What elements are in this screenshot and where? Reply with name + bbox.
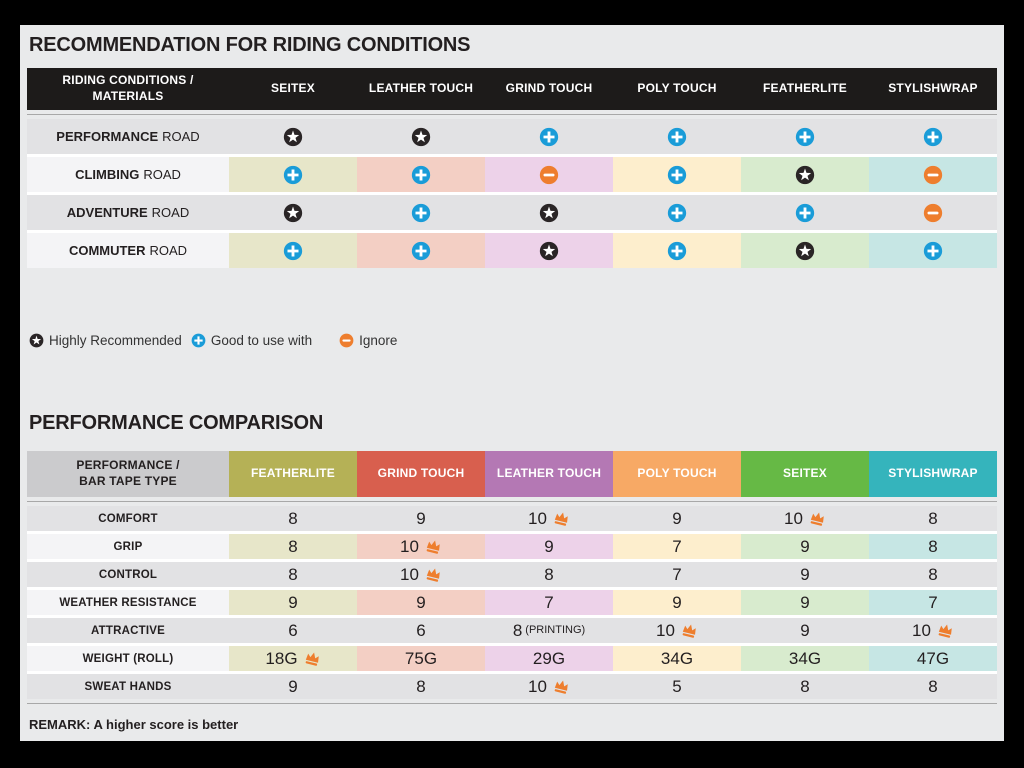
score-value: 8 (544, 564, 554, 584)
rec-cell-star (741, 233, 869, 268)
score-value: 9 (672, 508, 682, 528)
performance-title: PERFORMANCE COMPARISON (29, 412, 324, 434)
score-value: 8 (928, 564, 938, 584)
perf-row-label: CONTROL (27, 562, 229, 587)
header-divider (27, 114, 997, 115)
perf-cell (485, 534, 613, 559)
rec-cell-plus (485, 119, 613, 154)
plus-icon (539, 127, 559, 147)
perf-cell (229, 534, 357, 559)
rec-cell-plus (613, 195, 741, 230)
perf-header-col-4: POLY TOUCH (613, 451, 741, 497)
score-value: 9 (288, 592, 298, 612)
perf-cell (357, 646, 485, 671)
performance-table (27, 506, 997, 699)
perf-cell (869, 618, 997, 643)
score-value: 8 (288, 508, 298, 528)
perf-cell (741, 506, 869, 531)
row-label-strong: ADVENTURE (66, 205, 148, 220)
rec-row-label (27, 195, 229, 230)
perf-cell (485, 590, 613, 615)
plus-icon (667, 203, 687, 223)
score-value: 7 (672, 564, 682, 584)
score-value: 8 (288, 536, 298, 556)
star-icon (283, 203, 303, 223)
score-value: 5 (672, 676, 682, 696)
perf-row-label: WEIGHT (ROLL) (27, 646, 229, 671)
rec-cell-star (485, 195, 613, 230)
recommendation-title: RECOMMENDATION FOR RIDING CONDITIONS (29, 34, 471, 56)
perf-cell (869, 590, 997, 615)
plus-icon (795, 127, 815, 147)
row-label-strong: PERFORMANCE (56, 129, 159, 144)
perf-cell (613, 534, 741, 559)
score-value: 8 (928, 508, 938, 528)
perf-cell (229, 506, 357, 531)
rec-cell-plus (229, 157, 357, 192)
rec-header-col-5: FEATHERLITE (741, 68, 869, 110)
perf-cell (485, 646, 613, 671)
rec-header-col-2: LEATHER TOUCH (357, 68, 485, 110)
perf-cell (869, 506, 997, 531)
perf-cell (229, 562, 357, 587)
score-value: 9 (416, 508, 426, 528)
perf-cell (357, 590, 485, 615)
perf-header-col-3: LEATHER TOUCH (485, 451, 613, 497)
perf-cell (741, 674, 869, 699)
rec-header-col-1: SEITEX (229, 68, 357, 110)
minus-icon (339, 333, 354, 348)
rec-cell-minus (869, 157, 997, 192)
score-value: 9 (800, 536, 810, 556)
crown-icon (425, 539, 442, 554)
plus-icon (667, 165, 687, 185)
rec-cell-minus (485, 157, 613, 192)
legend-label: Good to use with (210, 333, 313, 348)
score-value: 47G (916, 648, 950, 668)
row-label-rest: ROAD (143, 167, 181, 182)
plus-icon (667, 241, 687, 261)
score-value: 9 (800, 564, 810, 584)
score-value: 34G (788, 648, 822, 668)
rec-header-label: RIDING CONDITIONS / MATERIALS (27, 68, 229, 110)
score-value: 9 (672, 592, 682, 612)
rec-cell-star (741, 157, 869, 192)
perf-row-label: SWEAT HANDS (27, 674, 229, 699)
perf-cell (229, 618, 357, 643)
score-value: 18G (265, 648, 298, 668)
rec-header-col-4: POLY TOUCH (613, 68, 741, 110)
crown-icon (937, 623, 954, 638)
perf-cell (613, 618, 741, 643)
recommendation-table-header (27, 68, 997, 110)
perf-header-col-2: GRIND TOUCH (357, 451, 485, 497)
perf-row-label: GRIP (27, 534, 229, 559)
score-value: 10 (528, 676, 547, 696)
score-value: 9 (416, 592, 426, 612)
perf-row-label: WEATHER RESISTANCE (27, 590, 229, 615)
crown-icon (425, 567, 442, 582)
score-value: 10 (400, 536, 419, 556)
score-value: 8 (416, 676, 426, 696)
perf-cell (357, 506, 485, 531)
perf-cell (485, 562, 613, 587)
perf-row-label: ATTRACTIVE (27, 618, 229, 643)
crown-icon (553, 679, 570, 694)
score-value: 8 (928, 676, 938, 696)
perf-cell (613, 562, 741, 587)
perf-cell (485, 506, 613, 531)
legend-item-minus (339, 333, 397, 348)
row-label-rest: ROAD (162, 129, 200, 144)
perf-header-col-1: FEATHERLITE (229, 451, 357, 497)
legend-item-plus (191, 333, 312, 348)
perf-cell (357, 618, 485, 643)
perf-cell (229, 646, 357, 671)
rec-cell-star (229, 195, 357, 230)
row-label-rest: ROAD (151, 205, 190, 220)
rec-cell-plus (869, 119, 997, 154)
performance-table-header (27, 451, 997, 497)
perf-cell (229, 674, 357, 699)
legend-item-star (29, 333, 182, 348)
row-label-strong: CLIMBING (75, 167, 140, 182)
plus-icon (283, 165, 303, 185)
plus-icon (411, 241, 431, 261)
perf-cell (869, 562, 997, 587)
score-value: 10 (528, 508, 547, 528)
perf-cell (741, 534, 869, 559)
rec-cell-plus (741, 119, 869, 154)
perf-cell (357, 674, 485, 699)
rec-cell-plus (613, 233, 741, 268)
rec-header-col-3: GRIND TOUCH (485, 68, 613, 110)
perf-cell (229, 590, 357, 615)
legend-label: Highly Recommended (49, 333, 182, 348)
rec-cell-plus (869, 233, 997, 268)
minus-icon (923, 203, 943, 223)
rec-cell-minus (869, 195, 997, 230)
perf-cell (741, 590, 869, 615)
star-icon (411, 127, 431, 147)
rec-cell-plus (741, 195, 869, 230)
perf-cell (613, 590, 741, 615)
score-value: 6 (288, 620, 298, 640)
plus-icon (191, 333, 206, 348)
perf-row-label: COMFORT (27, 506, 229, 531)
perf-cell (741, 618, 869, 643)
perf-header-label: PERFORMANCE / BAR TAPE TYPE (27, 451, 229, 497)
minus-icon (923, 165, 943, 185)
score-value: 7 (544, 592, 554, 612)
perf-cell (357, 534, 485, 559)
header-divider (27, 501, 997, 502)
perf-cell (741, 646, 869, 671)
score-value: 9 (800, 620, 810, 640)
rec-row-label (27, 157, 229, 192)
star-icon (283, 127, 303, 147)
perf-cell (741, 562, 869, 587)
score-value: 7 (672, 536, 682, 556)
plus-icon (923, 241, 943, 261)
score-value: 8 (512, 620, 523, 640)
perf-cell (613, 646, 741, 671)
crown-icon (681, 623, 698, 638)
score-value: 29G (532, 648, 566, 668)
infographic-page (20, 25, 1004, 741)
perf-cell (613, 506, 741, 531)
star-icon (795, 241, 815, 261)
score-value: 10 (656, 620, 675, 640)
crown-icon (304, 651, 321, 666)
score-value: 34G (660, 648, 694, 668)
score-value: 8 (928, 536, 938, 556)
score-value: 9 (544, 536, 554, 556)
star-icon (29, 333, 44, 348)
rec-cell-plus (357, 233, 485, 268)
plus-icon (411, 165, 431, 185)
score-value: 10 (784, 508, 803, 528)
crown-icon (553, 511, 570, 526)
perf-cell (613, 674, 741, 699)
score-value: 6 (416, 620, 426, 640)
perf-header-col-6: STYLISHWRAP (869, 451, 997, 497)
remark-text: REMARK: A higher score is better (29, 717, 239, 732)
score-value: 9 (800, 592, 810, 612)
score-value: 75G (404, 648, 438, 668)
legend (29, 333, 997, 348)
score-value: 10 (400, 564, 419, 584)
rec-cell-plus (613, 119, 741, 154)
rec-cell-star (485, 233, 613, 268)
recommendation-table (27, 119, 997, 268)
row-label-rest: ROAD (149, 243, 188, 258)
star-icon (539, 203, 559, 223)
rec-cell-star (357, 119, 485, 154)
perf-cell (357, 562, 485, 587)
star-icon (539, 241, 559, 261)
legend-label: Ignore (359, 333, 398, 348)
plus-icon (411, 203, 431, 223)
score-value: 7 (928, 592, 938, 612)
score-value: 8 (288, 564, 298, 584)
perf-header-col-5: SEITEX (741, 451, 869, 497)
plus-icon (283, 241, 303, 261)
star-icon (795, 165, 815, 185)
row-label-strong: COMMUTER (68, 243, 146, 258)
perf-cell (869, 674, 997, 699)
rec-cell-plus (613, 157, 741, 192)
plus-icon (795, 203, 815, 223)
rec-cell-plus (229, 233, 357, 268)
perf-cell (485, 618, 613, 643)
perf-cell (869, 534, 997, 559)
plus-icon (923, 127, 943, 147)
rec-cell-plus (357, 195, 485, 230)
plus-icon (667, 127, 687, 147)
table-bottom-border (27, 703, 997, 704)
rec-cell-star (229, 119, 357, 154)
perf-cell (485, 674, 613, 699)
crown-icon (809, 511, 826, 526)
score-note: (PRINTING) (525, 623, 586, 636)
perf-cell (869, 646, 997, 671)
rec-row-label (27, 233, 229, 268)
score-value: 10 (912, 620, 931, 640)
score-value: 8 (800, 676, 810, 696)
rec-header-col-6: STYLISHWRAP (869, 68, 997, 110)
score-value: 9 (288, 676, 298, 696)
minus-icon (539, 165, 559, 185)
rec-row-label (27, 119, 229, 154)
rec-cell-plus (357, 157, 485, 192)
